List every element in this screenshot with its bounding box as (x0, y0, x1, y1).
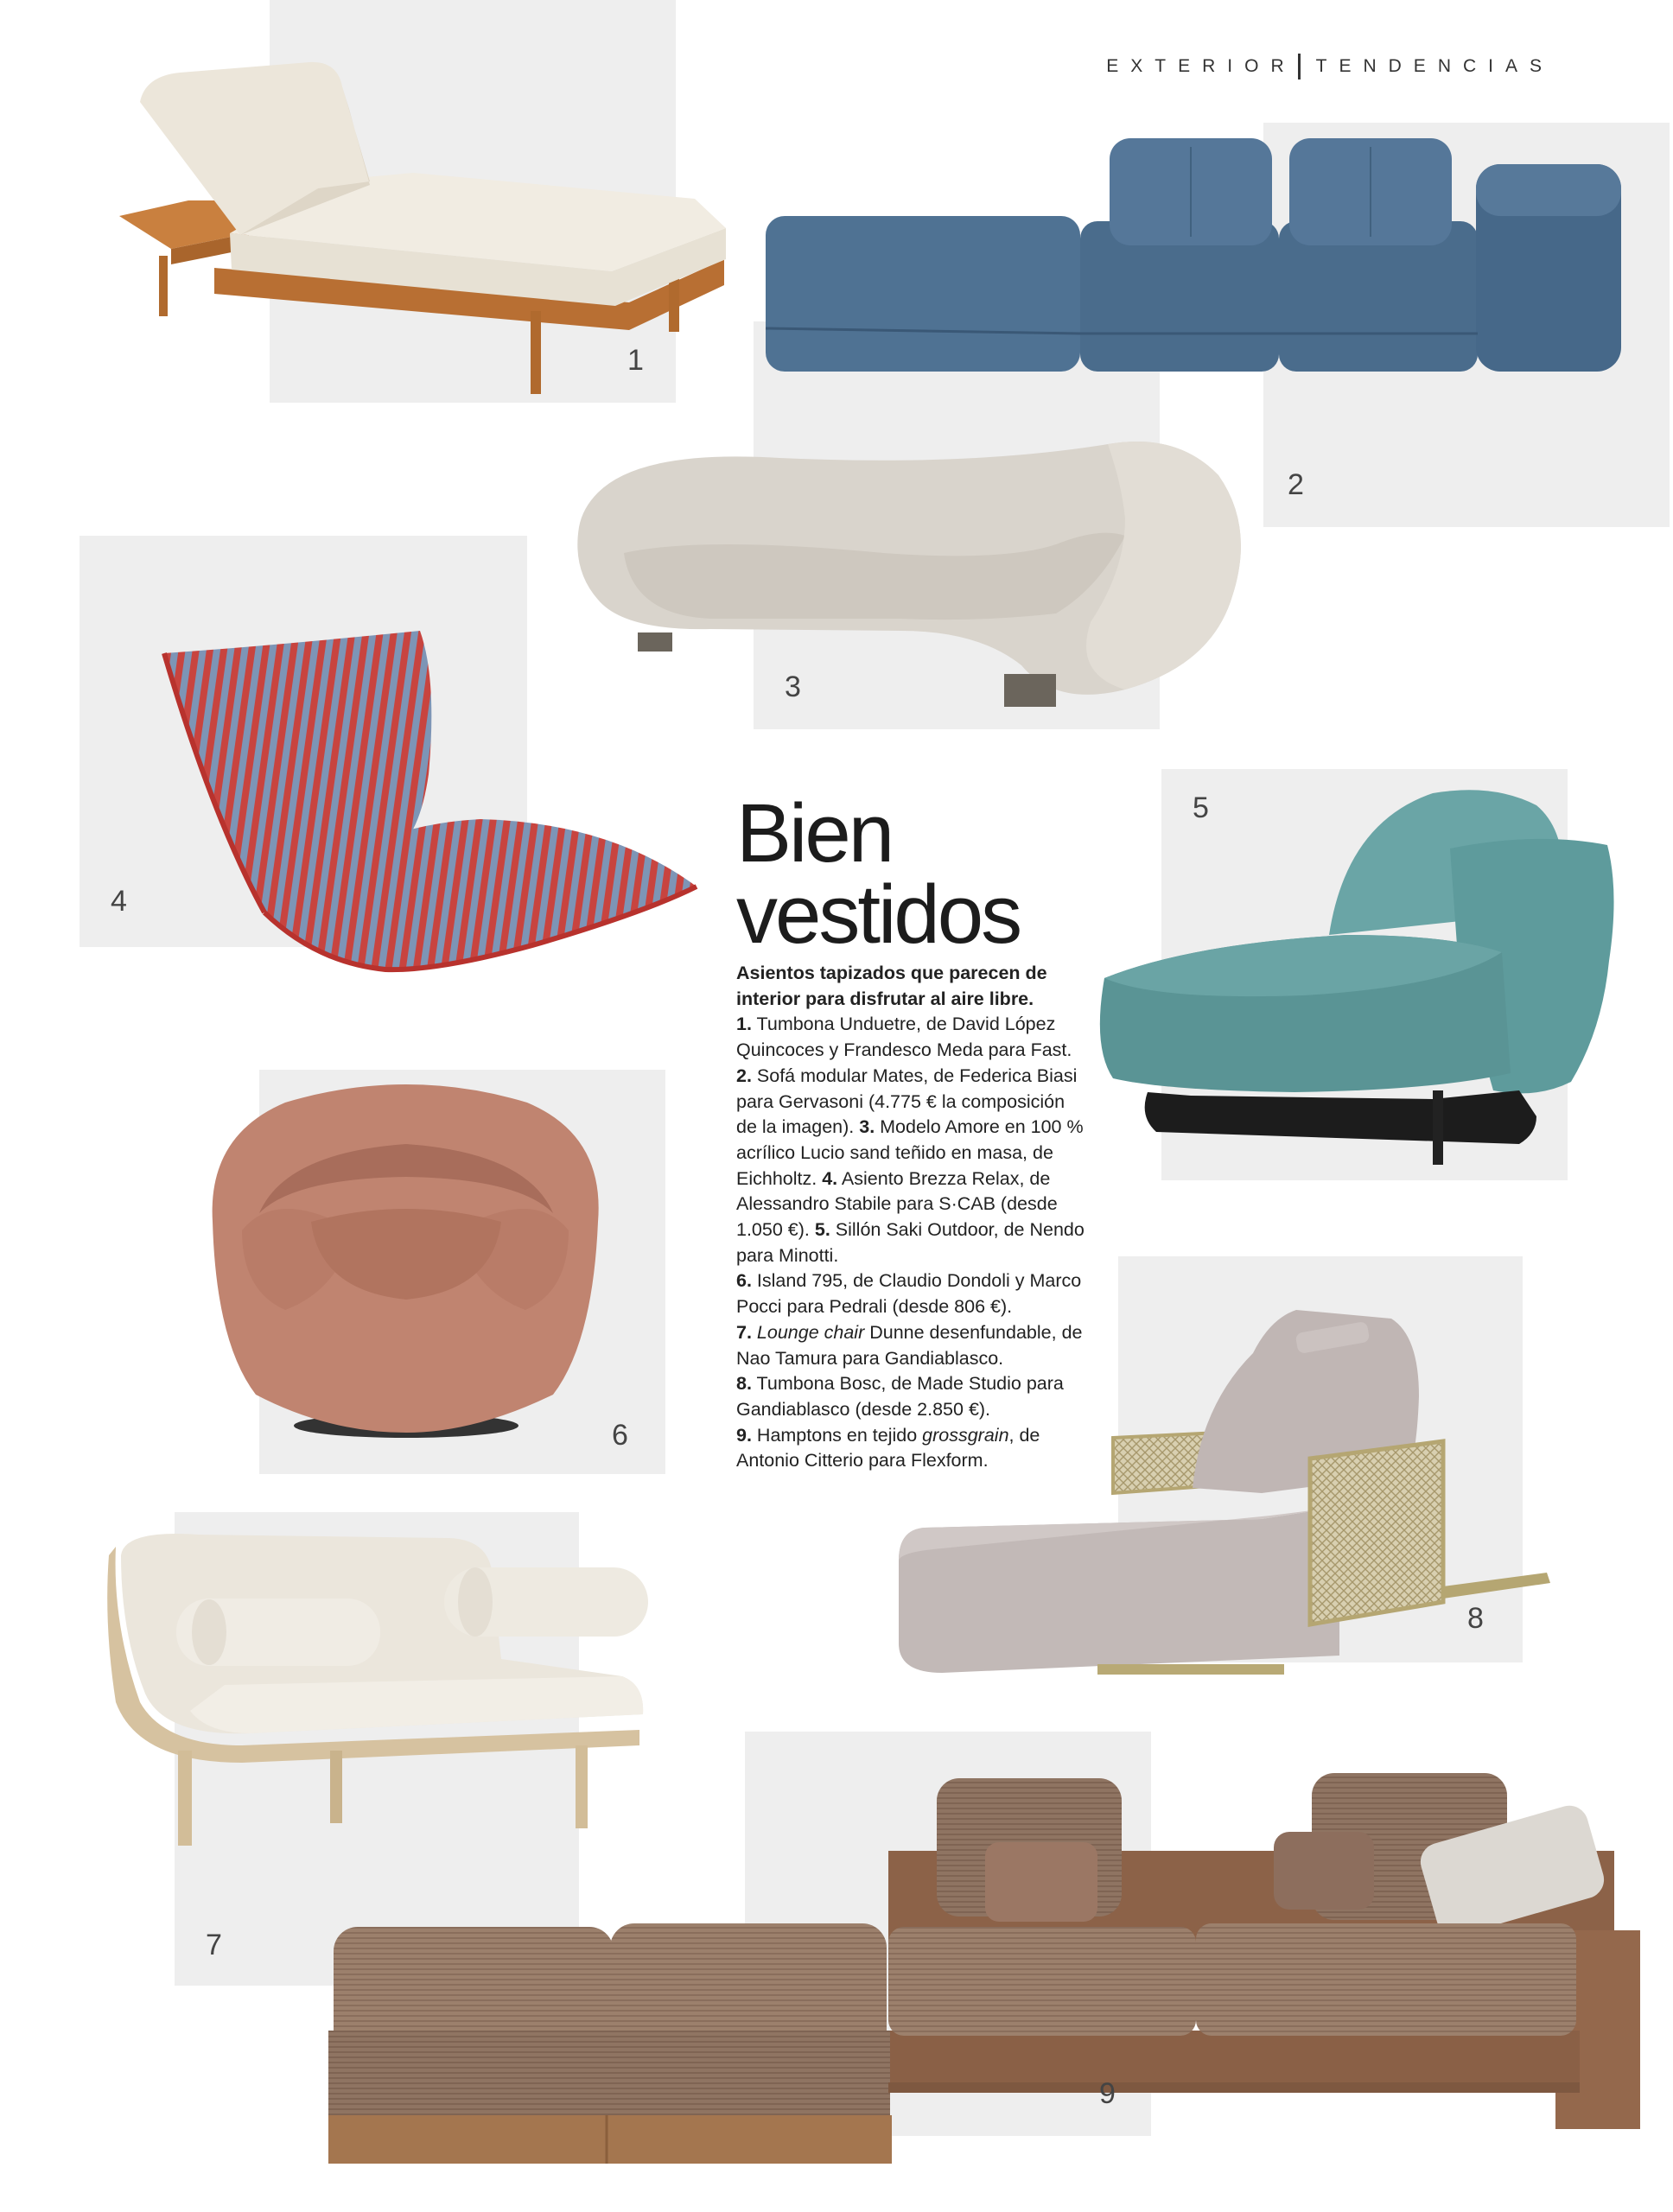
product-entry (736, 1014, 1072, 1060)
header-divider (1298, 54, 1301, 79)
product-entry-number: 5. (814, 1219, 830, 1241)
article-title (736, 787, 1021, 961)
product-6-round-armchair (207, 1084, 605, 1441)
product-5-teal-armchair (1087, 788, 1618, 1177)
item-number-7: 7 (206, 1929, 222, 1961)
product-entry-text: Tumbona Bosc, de Made Studio para Gandiablasco (desde 2.850 €). (736, 1373, 1064, 1420)
product-entry-text: Island 795, de Claudio Dondoli y Marco Pocci para Pedrali (desde 806 €). (736, 1270, 1082, 1318)
product-entry-tail: Dunne desenfundable, de Nao Tamura para Gandiablasco. (736, 1321, 1083, 1369)
product-entry-text: Hamptons en tejido (751, 1424, 923, 1446)
product-entry-number: 8. (736, 1373, 752, 1395)
product-list (736, 1014, 1085, 1471)
article-body (736, 961, 1087, 1474)
product-entry-text: Asiento Brezza Relax, de Alessandro Stabile para S·CAB (desde 1.050 €). (736, 1167, 1058, 1241)
product-entry-tail: , de Antonio Citterio para Flexform. (736, 1424, 1040, 1471)
product-entry-number: 7. (736, 1321, 752, 1343)
product-entry-text: Modelo Amore en 100 % acrílico Lucio sand teñido en masa, de Eichholtz. (736, 1116, 1084, 1189)
title-line-1: Bien (736, 787, 893, 880)
section-label: EXTERIOR (1106, 56, 1296, 76)
product-entry (736, 1270, 1081, 1317)
product-entry (736, 1373, 1064, 1420)
item-number-9: 9 (1099, 2077, 1116, 2110)
product-entry-number: 4. (822, 1167, 838, 1189)
item-number-3: 3 (785, 671, 801, 703)
section-header (1106, 54, 1554, 79)
product-entry-italic: Lounge chair (756, 1321, 865, 1343)
product-entry (736, 1425, 1040, 1471)
product-entry-number: 9. (736, 1424, 752, 1446)
product-2-modular-sofa (766, 130, 1630, 380)
product-entry-italic: grossgrain (922, 1424, 1009, 1446)
item-number-2: 2 (1288, 468, 1304, 501)
subsection-label: TENDENCIAS (1315, 56, 1554, 76)
product-entry-text: Tumbona Unduetre, de David López Quincoces y Frandesco Meda para Fast. (736, 1014, 1072, 1061)
product-entry-number: 1. (736, 1014, 752, 1035)
article-intro: Asientos tapizados que parecen de interior para disfrutar al aire libre. (736, 963, 1047, 1009)
product-entry (736, 1322, 1083, 1369)
item-number-4: 4 (111, 885, 127, 918)
product-entry-number: 3. (859, 1116, 875, 1138)
product-9-hamptons-sofa (328, 1771, 1651, 2203)
item-number-8: 8 (1467, 1602, 1484, 1635)
title-line-2: vestidos (736, 868, 1021, 961)
product-entry-text: Sofá modular Mates, de Federica Biasi para Gervasoni (4.775 € la composición de la imagen). (736, 1065, 1078, 1138)
item-number-6: 6 (612, 1419, 628, 1452)
product-entry-text: Sillón Saki Outdoor, de Nendo para Minotti. (736, 1219, 1085, 1266)
product-4-striped-lounge-pillow (161, 627, 714, 973)
item-number-5: 5 (1193, 791, 1209, 824)
product-entry-number: 6. (736, 1270, 752, 1292)
product-entry-number: 2. (736, 1065, 752, 1086)
item-number-1: 1 (627, 344, 644, 377)
